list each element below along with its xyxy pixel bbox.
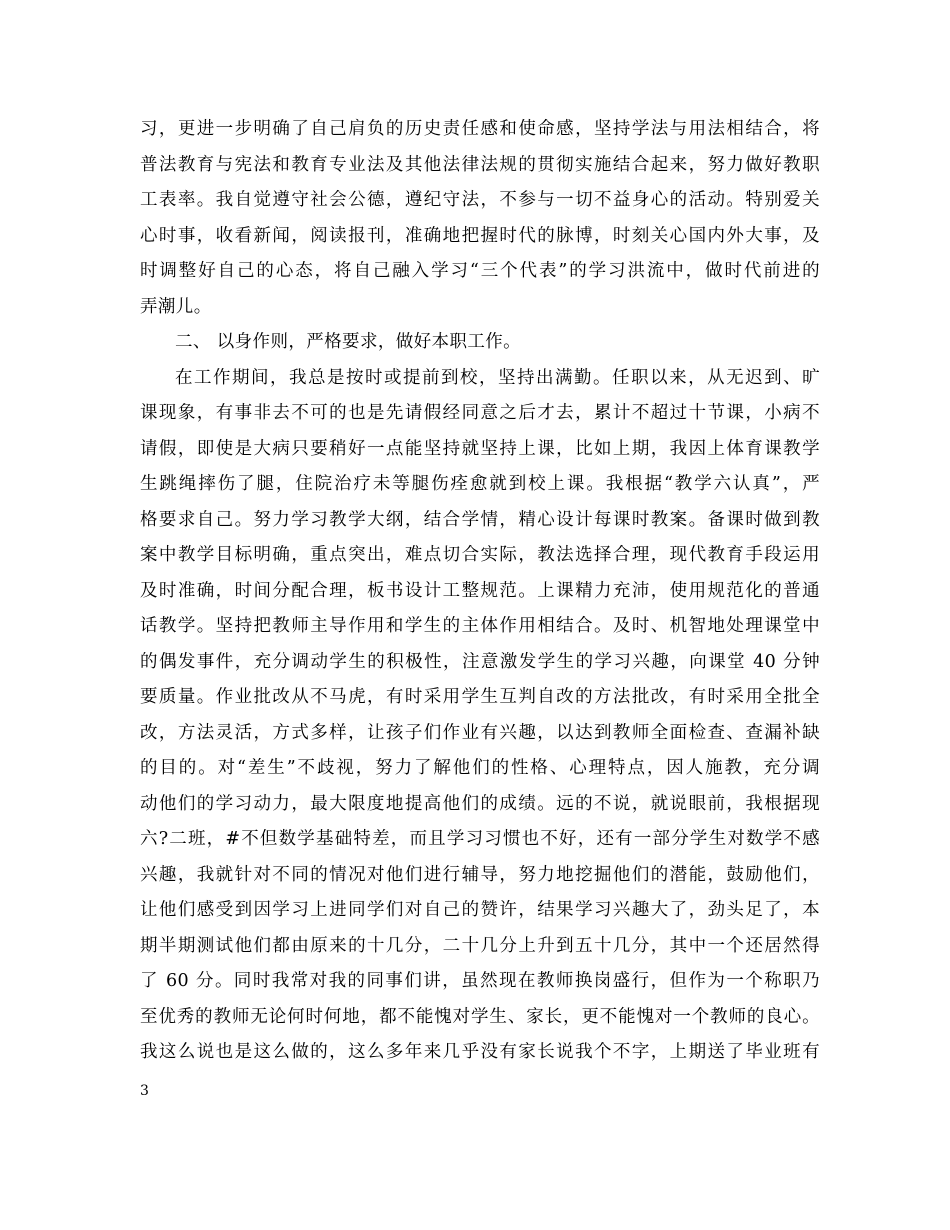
text-line-18: 改，方法灵活，方式多样，让孩子们作业有兴趣，以达到教师全面检查、查漏补缺: [140, 722, 820, 743]
text-line-20: 动他们的学习动力，最大限度地提高他们的成绩。远的不说，就说眼前，我根据现: [140, 793, 820, 814]
text-line-21: 六?二班，#不但数学基础特差，而且学习习惯也不好，还有一部分学生对数学不感: [140, 829, 820, 849]
body-text: [140, 112, 820, 1071]
section-heading: 二、 以身作则，严格要求，做好本职工作。: [175, 332, 522, 352]
text-line-13: 案中教学目标明确，重点突出，难点切合实际，教法选择合理，现代教育手段运用: [140, 545, 820, 565]
text-line-8: 在工作期间，我总是按时或提前到校，坚持出满勤。任职以来，从无迟到、旷: [175, 367, 820, 388]
text-line-1: 习，更进一步明确了自己肩负的历史责任感和使命感，坚持学法与用法相结合，将: [140, 119, 820, 139]
text-line-4: 心时事，收看新闻，阅读报刊，准确地把握时代的脉博，时刻关心国内外大事，及: [140, 225, 820, 246]
text-line-24: 期半期测试他们都由原来的十几分，二十几分上升到五十几分，其中一个还居然得: [140, 935, 820, 956]
text-line-2: 普法教育与宪法和教育专业法及其他法律法规的贯彻实施结合起来，努力做好教职: [140, 154, 820, 175]
text-line-19: 的目的。对“差生”不歧视，努力了解他们的性格、心理特点，因人施教，充分调: [140, 758, 820, 778]
text-line-23: 让他们感受到因学习上进同学们对自己的赞许，结果学习兴趣大了，劲头足了，本: [140, 900, 820, 920]
text-line-27: 我这么说也是这么做的，这么多年来几乎没有家长说我个不字，上期送了毕业班有: [140, 1042, 820, 1062]
text-line-14: 及时准确，时间分配合理，板书设计工整规范。上课精力充沛，使用规范化的普通: [140, 580, 820, 601]
text-line-17: 要质量。作业批改从不马虎，有时采用学生互判自改的方法批改，有时采用全批全: [140, 687, 820, 707]
text-line-16: 的偶发事件，充分调动学生的积极性，注意激发学生的学习兴趣，向课堂 40 分钟: [140, 651, 820, 672]
text-line-15: 话教学。坚持把教师主导作用和学生的主体作用相结合。及时、机智地处理课堂中: [140, 616, 820, 636]
text-line-3: 工表率。我自觉遵守社会公德，遵纪守法，不参与一切不益身心的活动。特别爱关: [140, 190, 820, 210]
page-number: 3: [140, 1083, 149, 1099]
text-line-11: 生跳绳摔伤了腿，住院治疗未等腿伤痊愈就到校上课。我根据“教学六认真”，严: [140, 474, 820, 494]
text-line-5: 时调整好自己的心态，将自己融入学习“三个代表”的学习洪流中，做时代前进的: [140, 261, 820, 281]
text-line-9: 课现象，有事非去不可的也是先请假经同意之后才去，累计不超过十节课，小病不: [140, 403, 820, 423]
text-line-26: 至优秀的教师无论何时何地，都不能愧对学生、家长，更不能愧对一个教师的良心。: [140, 1006, 820, 1027]
text-line-10: 请假，即使是大病只要稍好一点能坚持就坚持上课，比如上期，我因上体育课教学: [140, 438, 820, 459]
text-line-22: 兴趣，我就针对不同的情况对他们进行辅导，努力地挖掘他们的潜能，鼓励他们，: [140, 864, 820, 885]
text-line-25: 了 60 分。同时我常对我的同事们讲，虽然现在教师换岗盛行，但作为一个称职乃: [140, 971, 820, 991]
text-line-12: 格要求自己。努力学习教学大纲，结合学情，精心设计每课时教案。备课时做到教: [140, 509, 820, 530]
text-line-6: 弄潮儿。: [140, 296, 212, 317]
